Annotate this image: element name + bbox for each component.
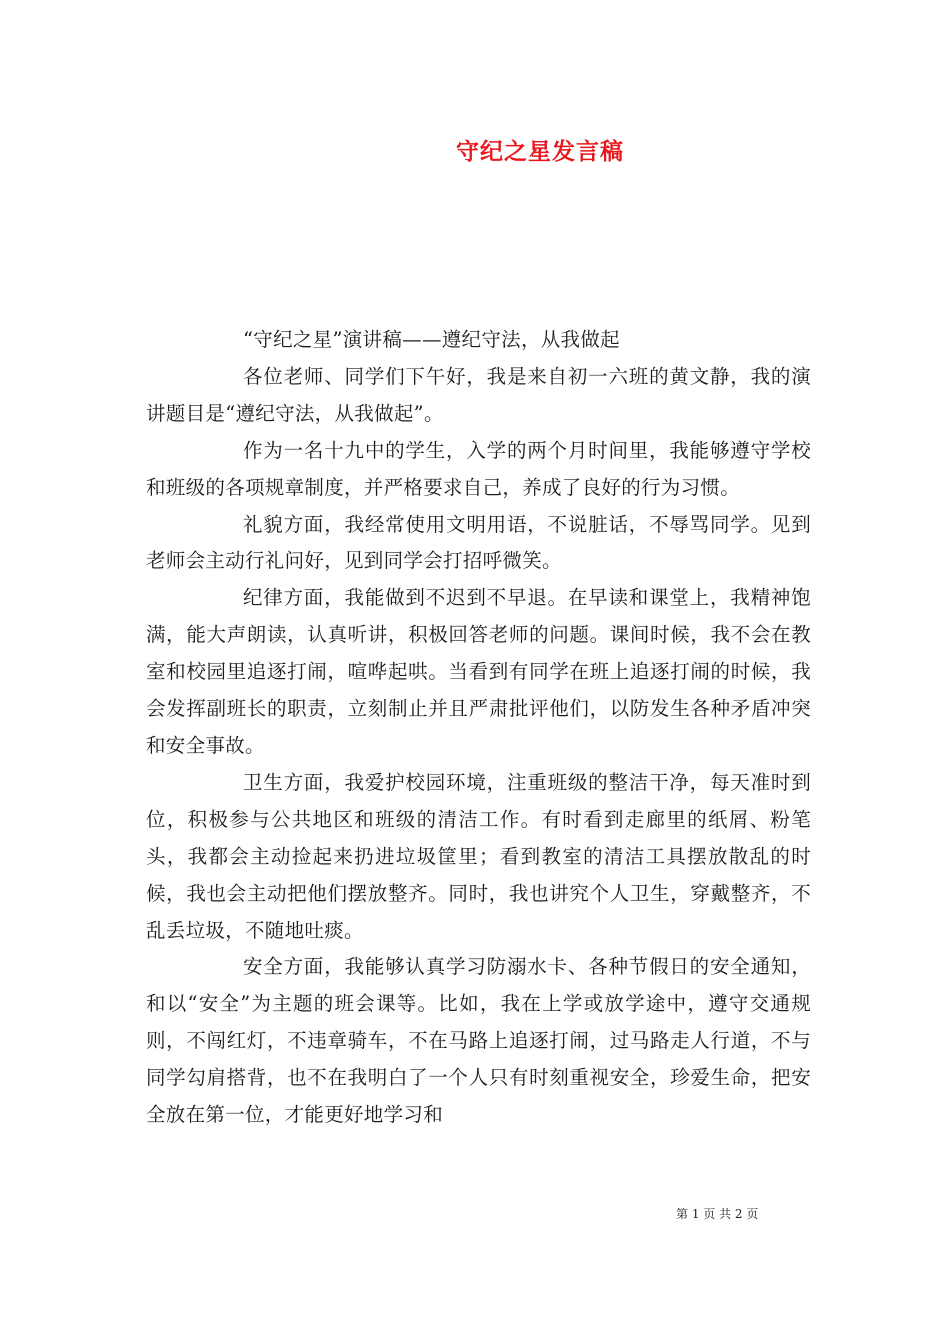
paragraph-intro: 作为一名十九中的学生，入学的两个月时间里，我能够遵守学校和班级的各项规章制度，并严格要求自己，养成了良好的行为习惯。 <box>146 438 811 499</box>
document-body <box>146 322 811 1134</box>
page-title: 守纪之星发言稿 <box>456 138 624 165</box>
paragraph-hygiene: 卫生方面，我爱护校园环境，注重班级的整洁干净，每天准时到位，积极参与公共地区和班级的清洁工作。有时看到走廊里的纸屑、粉笔头，我都会主动捡起来扔进垃圾筐里；看到教室的清洁工具摆放散乱的时候，我也会主动把他们摆放整齐。同时，我也讲究个人卫生，穿戴整齐，不乱丢垃圾，不随地吐痰。 <box>146 770 811 942</box>
page-number: 第 1 页 共 2 页 <box>676 1207 759 1221</box>
paragraph-discipline: 纪律方面，我能做到不迟到不早退。在早读和课堂上，我精神饱满，能大声朗读，认真听讲，积极回答老师的问题。课间时候，我不会在教室和校园里追逐打闹，喧哗起哄。当看到有同学在班上追逐打闹的时候，我会发挥副班长的职责，立刻制止并且严肃批评他们，以防发生各种矛盾冲突和安全事故。 <box>146 586 811 757</box>
paragraph-safety: 安全方面，我能够认真学习防溺水卡、各种节假日的安全通知，和以“安全”为主题的班会课等。比如，我在上学或放学途中，遵守交通规则，不闯红灯，不违章骑车，不在马路上追逐打闹，过马路走人行道，不与同学勾肩搭背，也不在我明白了一个人只有时刻重视安全，珍爱生命，把安全放在第一位，才能更好地学习和 <box>146 955 811 1127</box>
paragraph-subtitle: “守纪之星”演讲稿——遵纪守法，从我做起 <box>243 328 620 351</box>
paragraph-greeting: 各位老师、同学们下午好，我是来自初一六班的黄文静，我的演讲题目是“遵纪守法，从我做起”。 <box>146 364 811 425</box>
paragraph-manners: 礼貌方面，我经常使用文明用语，不说脏话，不辱骂同学。见到老师会主动行礼问好，见到同学会打招呼微笑。 <box>146 512 811 573</box>
